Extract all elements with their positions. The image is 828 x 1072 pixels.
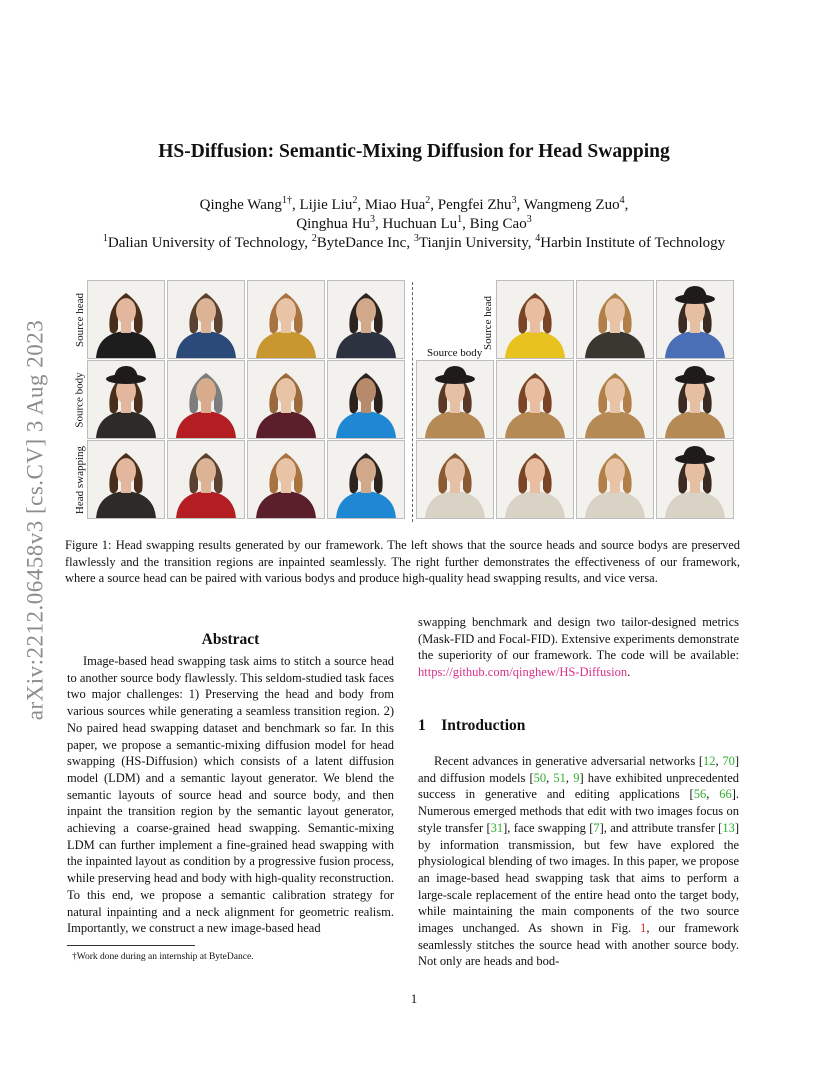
figure-photo bbox=[496, 280, 574, 359]
author-sup: 1† bbox=[281, 195, 292, 206]
intro-heading: 1 Introduction bbox=[418, 717, 526, 734]
figure-photo bbox=[167, 360, 245, 439]
author-name: Wangmeng Zuo bbox=[523, 197, 620, 213]
figure-photo bbox=[576, 440, 654, 519]
figure-photo bbox=[327, 280, 405, 359]
figure-divider bbox=[412, 282, 413, 522]
figure-photo bbox=[87, 440, 165, 519]
abstract-continuation: swapping benchmark and design two tailor-designed metrics (Mask-FID and Focal-FID). Extensive experiments demonstrate the superiority of our framework. The code will be available: https://github.com/qinghew/HS-Diffusion. bbox=[418, 615, 739, 680]
citation-link[interactable]: 7 bbox=[593, 820, 600, 835]
figure-photo bbox=[416, 440, 494, 519]
citation-link[interactable]: 31 bbox=[490, 820, 504, 835]
figure-photo bbox=[656, 280, 734, 359]
intro-segment: , bbox=[715, 754, 723, 768]
intro-text bbox=[418, 753, 739, 970]
figure-photo bbox=[87, 280, 165, 359]
author-sup: 3 bbox=[370, 214, 376, 225]
citation-link[interactable]: 66 bbox=[719, 787, 732, 802]
arxiv-stamp: arXiv:2212.06458v3 [cs.CV] 3 Aug 2023 bbox=[22, 319, 47, 721]
author-sup: 3 bbox=[511, 195, 517, 206]
figure-photo bbox=[247, 360, 325, 439]
author-sup: 1 bbox=[457, 214, 463, 225]
intro-segment: ]. Numerous emerged methods that edit with two images focus on style transfer [ bbox=[418, 787, 740, 835]
author-name: Miao Hua bbox=[364, 197, 426, 213]
footnote-rule bbox=[67, 945, 195, 946]
figure-photo bbox=[247, 440, 325, 519]
figure-photo bbox=[496, 440, 574, 519]
author-name: Huchuan Lu bbox=[382, 216, 458, 232]
author-sup: 2 bbox=[352, 195, 358, 206]
intro-segment: Recent advances in generative adversarial networks [ bbox=[434, 754, 704, 768]
figure-photo bbox=[327, 360, 405, 439]
citation-link[interactable]: 70 bbox=[722, 754, 735, 768]
paper-title: HS-Diffusion: Semantic-Mixing Diffusion for Head Swapping bbox=[158, 141, 670, 162]
intro-segment: , our framework seamlessly stitches the source head with another source body. Not only are heads and bod- bbox=[418, 921, 740, 969]
intro-segment: , bbox=[546, 770, 554, 785]
intro-segment: , bbox=[706, 787, 720, 802]
figure-1 bbox=[74, 280, 737, 522]
citation-link[interactable]: 50 bbox=[533, 770, 547, 785]
intro-segment: ] by information transmission, but few have explored the physiological blending of two images. In this paper, we propose an image-based head swapping task that aims to perform a large-scale replacement of the entire head onto the target body, while maintaining the main components of the two source images unchanged. As shown in Fig. bbox=[418, 820, 739, 936]
figure-photo bbox=[167, 280, 245, 359]
author-line-2: Qinghua Hu$^3$, Huchuan Lu$^1$, Bing Cao$^3$ bbox=[296, 214, 532, 232]
author-name: Pengfei Zhu bbox=[437, 197, 512, 213]
citation-link[interactable]: 12 bbox=[703, 754, 716, 768]
figure-photo bbox=[576, 280, 654, 359]
figure-photo bbox=[656, 440, 734, 519]
page-number: 1 bbox=[410, 991, 418, 1006]
citation-link[interactable]: 56 bbox=[693, 787, 707, 802]
intro-segment: ], and attribute transfer [ bbox=[599, 820, 723, 835]
intro-segment: , bbox=[565, 770, 574, 785]
footnote: †Work done during an internship at ByteDance. bbox=[72, 952, 254, 962]
figure-caption: Figure 1: Head swapping results generated by our framework. The left shows that the source heads and source bodys are preserved flawlessly and the transition regions are inpainted seamlessly. The right further demonstrates the effectiveness of our framework, where a source head can be paired with various bodys and produce high-quality head swapping results, and vice versa. bbox=[65, 538, 740, 586]
citation-link[interactable]: 13 bbox=[722, 820, 735, 835]
author-name: Bing Cao bbox=[469, 216, 527, 232]
figure-photo bbox=[327, 440, 405, 519]
affiliation: Dalian University of Technology bbox=[107, 235, 305, 251]
author-sup: 4 bbox=[619, 195, 625, 206]
affiliation: Tianjin University bbox=[418, 235, 528, 251]
code-link[interactable]: https://github.com/qinghew/HS-Diffusion bbox=[418, 665, 628, 680]
intro-segment: ] have exhibited unprecedented success in generative and editing applications [ bbox=[418, 770, 740, 802]
figure-photo bbox=[496, 360, 574, 439]
figure-photo bbox=[247, 280, 325, 359]
figure-photo bbox=[87, 360, 165, 439]
citation-link[interactable]: 9 bbox=[573, 770, 580, 785]
abstract-text: Image-based head swapping task aims to stitch a source head to another source body flawlessly. This seldom-studied task faces two major challenges: 1) Preserving the head and body from various sources while generating a seamless transition region. 2) No paired head swapping dataset and benchmark so far. In this paper, we propose a semantic-mixing diffusion model for head swapping (HS-Diffusion) which consists of a latent diffusion model (LDM) and a semantic layout generator. We blend the semantic layouts of source head and source body, and then inpaint the transition region by the semantic layout generator, achieving a coarse-grained head swapping. Semantic-mixing LDM can further implement a fine-grained head swapping with the inpainted layout as condition by a progressive fusion process, while preserving head and body with high-quality reconstruction. To this end, we propose a semantic calibration strategy for natural inpainting and a neck alignment for geometric realism. Importantly, we construct a new image-based head bbox=[67, 654, 395, 936]
citation-link[interactable]: 51 bbox=[553, 770, 566, 785]
figure-photo bbox=[576, 360, 654, 439]
affil-sup: 4 bbox=[535, 233, 541, 244]
abstract-heading: Abstract bbox=[201, 631, 260, 648]
right-col-label-source-head: Source head bbox=[482, 295, 494, 351]
author-line-1: Qinghe Wang$^{1\dagger}$, Lijie Liu$^2$, Miao Hua$^2$, Pengfei Zhu$^3$, Wangmeng Zuo$^4$, bbox=[199, 195, 629, 213]
row-label-source-head: Source head bbox=[74, 292, 86, 348]
right-row-label-source-body: Source body bbox=[427, 347, 483, 359]
affil-sup: 3 bbox=[413, 233, 419, 244]
author-sup: 3 bbox=[526, 214, 532, 225]
intro-segment: ], face swapping [ bbox=[503, 820, 594, 835]
author-name: Lijie Liu bbox=[299, 197, 353, 213]
affil-sup: 2 bbox=[311, 233, 317, 244]
row-label-head-swapping: Head swapping bbox=[74, 445, 86, 515]
affiliation: ByteDance Inc bbox=[316, 235, 407, 251]
citation-link[interactable]: 1 bbox=[640, 921, 647, 936]
author-name: Qinghua Hu bbox=[296, 216, 371, 232]
figure-photo bbox=[416, 360, 494, 439]
figure-photo bbox=[167, 440, 245, 519]
figure-photo bbox=[656, 360, 734, 439]
row-label-source-body: Source body bbox=[74, 372, 87, 428]
author-name: Qinghe Wang bbox=[199, 197, 282, 213]
affiliations: $^1$Dalian University of Technology, $^2$ByteDance Inc, $^3$Tianjin University, $^4$Harbin Institute of Technology bbox=[102, 233, 726, 251]
affiliation: Harbin Institute of Technology bbox=[540, 235, 726, 251]
affil-sup: 1 bbox=[102, 233, 108, 244]
author-sup: 2 bbox=[425, 195, 431, 206]
intro-segment: ] and diffusion models [ bbox=[418, 754, 739, 785]
